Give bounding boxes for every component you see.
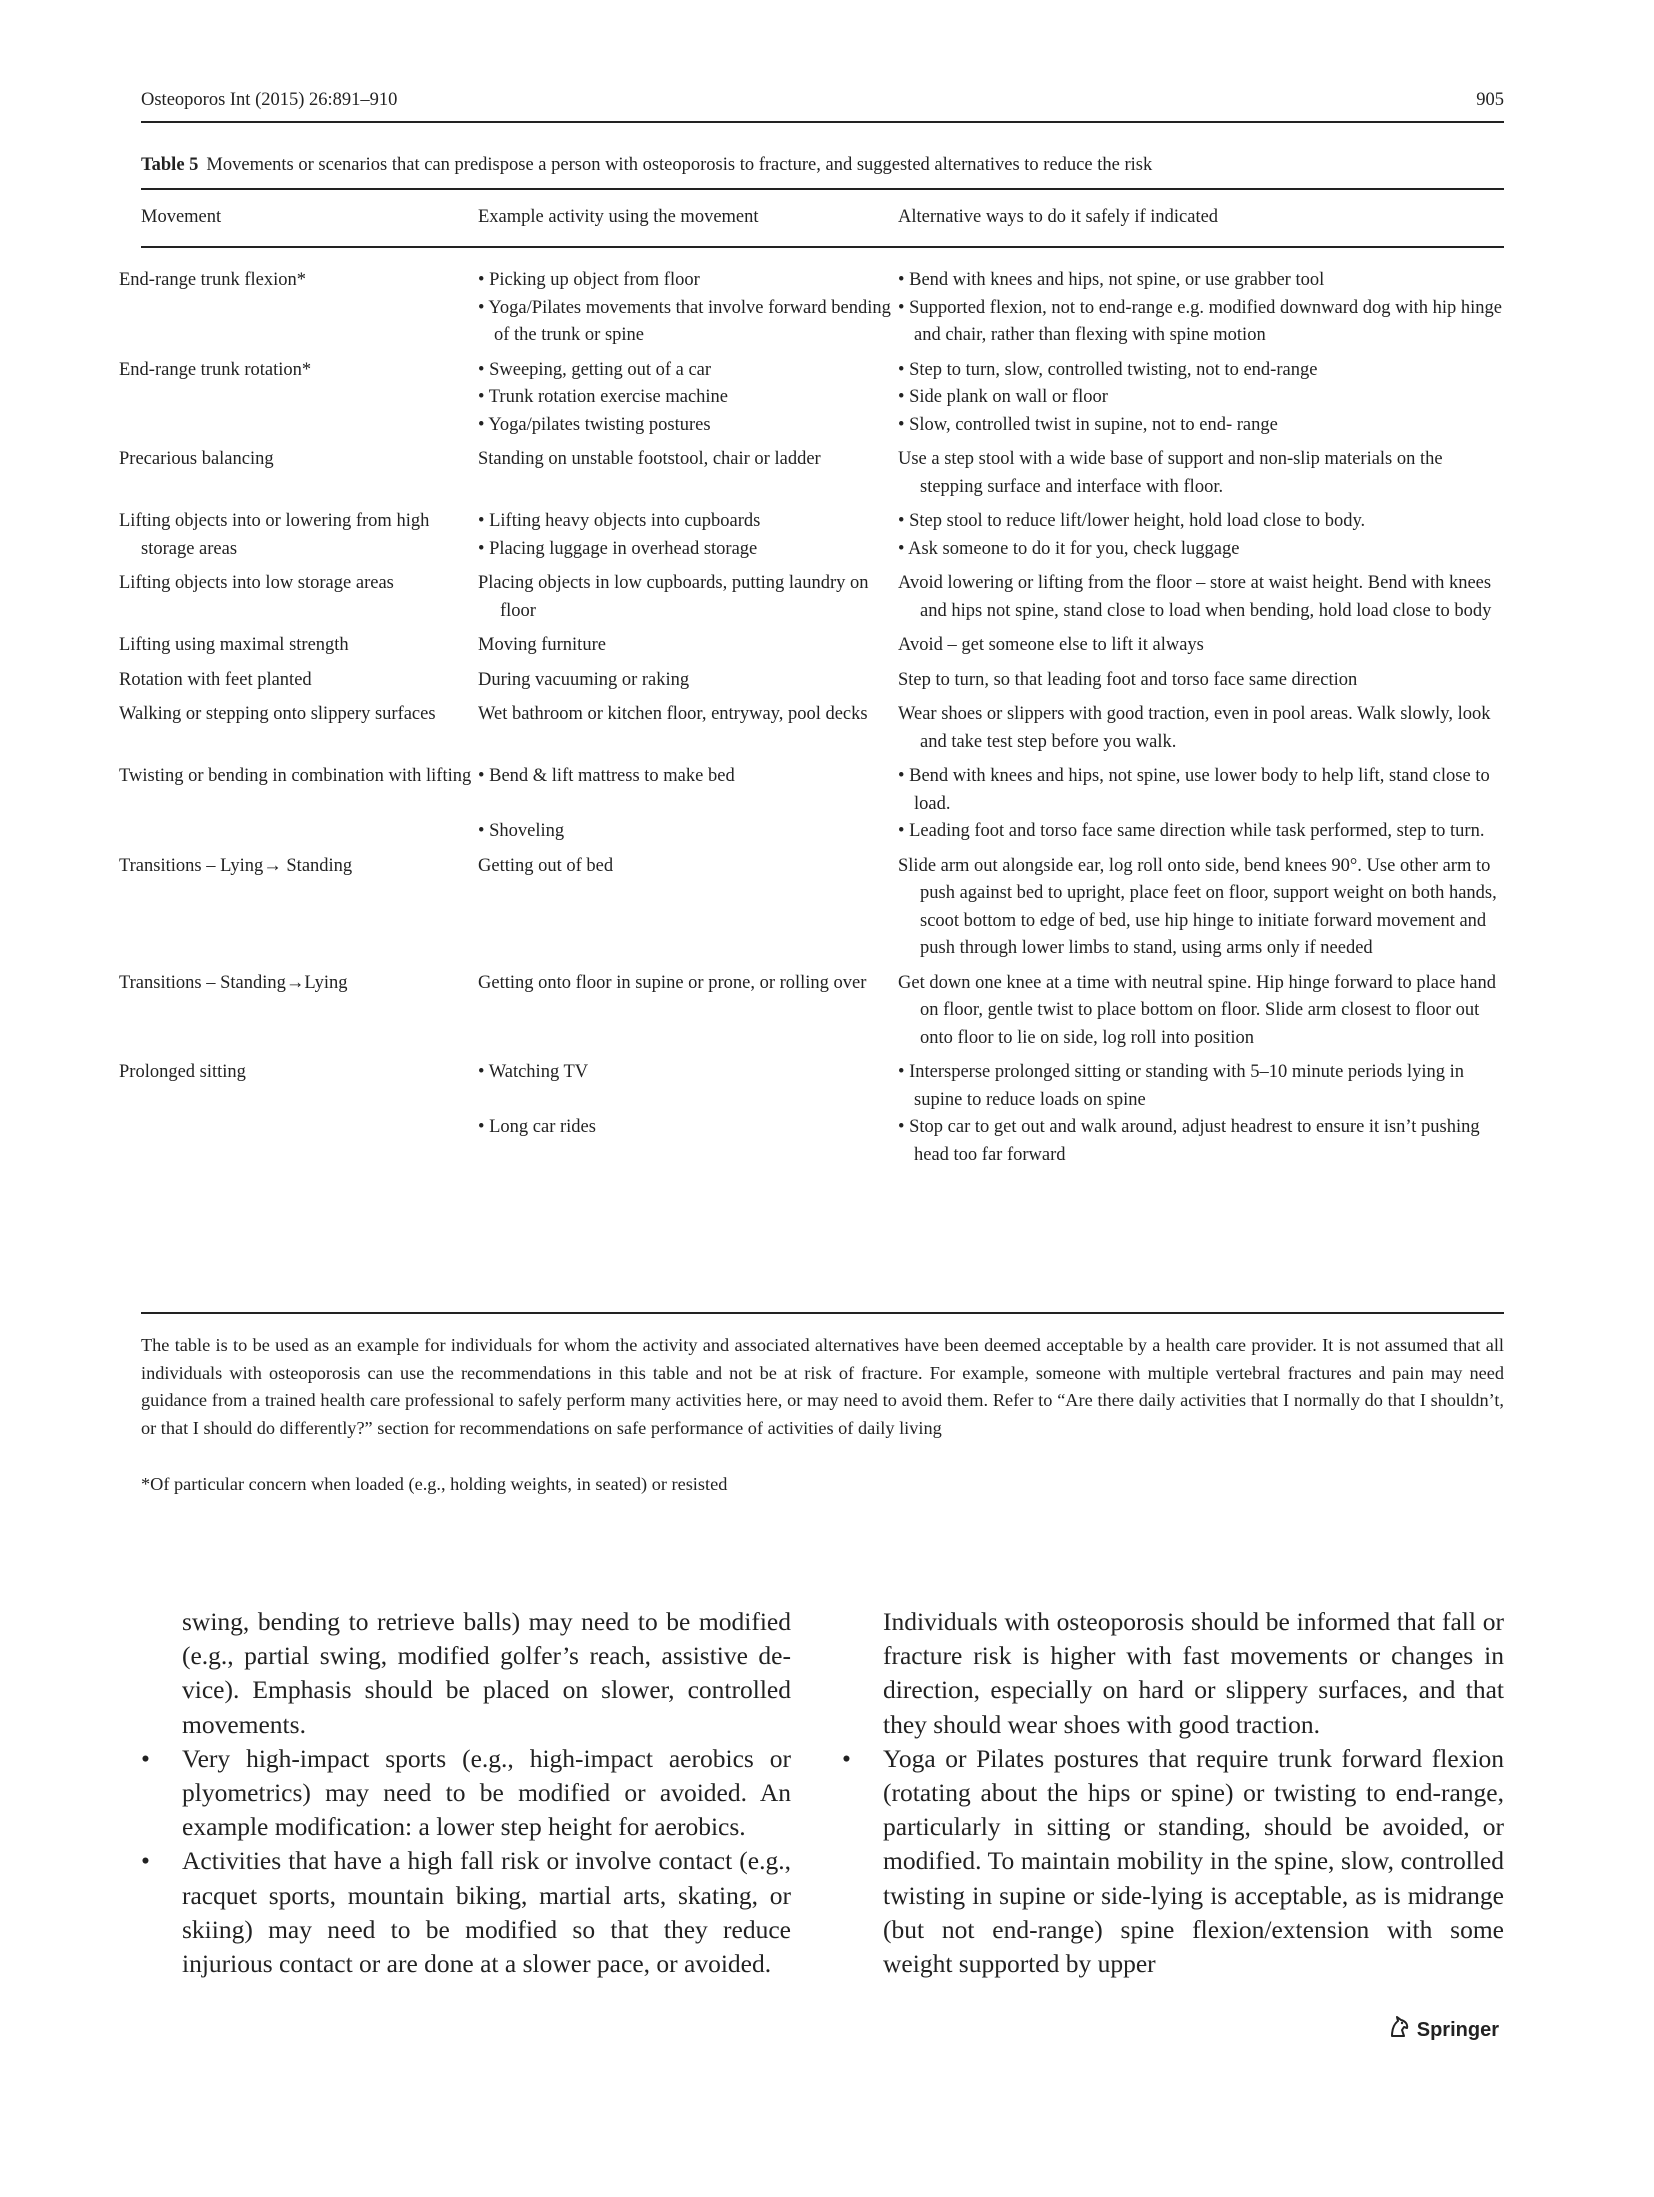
activity-item: • Picking up object from floor <box>478 270 700 290</box>
header-rule <box>141 121 1504 123</box>
movement-cell: Prolonged sitting <box>119 1062 246 1082</box>
journal-citation: Osteoporos Int (2015) 26:891–910 <box>141 90 398 110</box>
activity-item: • Watching TV <box>478 1062 589 1082</box>
activity-item: Getting out of bed <box>478 855 614 876</box>
activity-item: • Bend & lift mattress to make bed <box>478 766 735 786</box>
table-row <box>141 357 1504 447</box>
alternative-item: Get down one knee at a time with neutral spine. Hip hinge forward to place hand on floor, gentle twist to place bottom on floor. Slide arm closest to floor out onto floor to lie on side, log roll into position <box>898 972 1496 1048</box>
bullet-marker: • <box>141 1846 150 1876</box>
movement-cell: Walking or stepping onto slippery surfaces <box>119 704 436 724</box>
bullet-text: Activities that have a high fall risk or involve contact (e.g., racquet sports, mountain biking, martial arts, skating, or skiing) may need to be modified so that they reduce injurious contact or are done at a slower pace, or avoided. <box>182 1846 791 1979</box>
body-paragraph: Individuals with osteoporosis should be informed that fall or fracture risk is higher with fast movements or changes in direction, especially on hard or slippery surfaces, and that they should wear shoes with good traction. <box>883 1607 1504 1739</box>
alternative-item: • Bend with knees and hips, not spine, use lower body to help lift, stand close to load. <box>898 766 1490 814</box>
col-header-activity: Example activity using the movement <box>478 207 759 227</box>
table-row <box>141 632 1504 667</box>
alternative-item: • Bend with knees and hips, not spine, or use grabber tool <box>898 270 1325 290</box>
alternative-item: Slide arm out alongside ear, log roll onto side, bend knees 90°. Use other arm to push against bed to upright, place feet on floor, support weight on both hands, scoot bottom to edge of bed, use hip hinge to initiate forward movement and push through lower limbs to stand, using arms only if needed <box>898 855 1497 958</box>
movement-cell: Lifting objects into low storage areas <box>119 573 394 593</box>
alternative-item: Avoid lowering or lifting from the floor – store at waist height. Bend with knees and hips not spine, stand close to load when bending, hold load close to body <box>898 573 1492 621</box>
table-label: Table 5 <box>141 155 199 175</box>
body-column-left <box>141 1605 791 1981</box>
movement-cell: Transitions – Standing→Lying <box>119 972 348 993</box>
bullet-text: Yoga or Pilates postures that require trunk forward flexion (rotating about the hips or spine) or twisting to end-range, particularly in sitting or standing, should be avoided, or modified. To maintain mobility in the spine, slow, controlled twisting in supine or side-lying is acceptable, as is midrange (but not end-range) spine flexion/extension with some weight supported by upper <box>883 1743 1504 1979</box>
movement-cell: Transitions – Lying→ Standing <box>119 855 353 876</box>
activity-item: • Sweeping, getting out of a car <box>478 359 712 380</box>
alternative-item: • Slow, controlled twist in supine, not to end- range <box>898 414 1278 435</box>
publisher-logo <box>1387 2015 1499 2045</box>
alternative-item: Wear shoes or slippers with good traction, even in pool areas. Walk slowly, look and take test step before you walk. <box>898 704 1491 752</box>
col-header-alternative: Alternative ways to do it safely if indicated <box>898 207 1219 227</box>
running-header <box>141 90 1504 120</box>
publisher-name: Springer <box>1416 2018 1499 2041</box>
table-row <box>141 446 1504 508</box>
alternative-item: • Step to turn, slow, controlled twisting, not to end-range <box>898 359 1318 380</box>
movement-cell: Rotation with feet planted <box>119 669 312 690</box>
bullet-item <box>141 1844 791 1981</box>
activity-item: • Placing luggage in overhead storage <box>478 538 758 559</box>
activity-item: Standing on unstable footstool, chair or ladder <box>478 449 821 469</box>
activity-item: • Yoga/pilates twisting postures <box>478 414 711 435</box>
bullet-item <box>842 1742 1504 1981</box>
alternative-item: • Stop car to get out and walk around, adjust headrest to ensure it isn’t pushing head too far forward <box>898 1117 1480 1165</box>
activity-item: • Long car rides <box>478 1116 596 1137</box>
movement-cell: Precarious balancing <box>119 449 274 469</box>
table-row <box>141 701 1504 763</box>
movement-cell: End-range trunk rotation* <box>119 359 312 380</box>
table-row <box>141 763 1504 853</box>
bullet-text: Very high-impact sports (e.g., high-impact aerobics or plyometrics) may need to be modified or avoided. An example modification: a lower step height for aerobics. <box>182 1743 791 1842</box>
activity-item: • Yoga/Pilates movements that involve forward bending of the trunk or spine <box>478 297 891 345</box>
movement-cell: Lifting using maximal strength <box>119 635 349 655</box>
col-header-movement: Movement <box>141 207 222 227</box>
movement-cell: Lifting objects into or lowering from high storage areas <box>119 511 430 559</box>
alternative-item: • Ask someone to do it for you, check luggage <box>898 538 1240 559</box>
alternative-item: Step to turn, so that leading foot and torso face same direction <box>898 669 1358 690</box>
alternative-item: • Leading foot and torso face same direction while task performed, step to turn. <box>898 821 1485 841</box>
alternative-item: • Step stool to reduce lift/lower height, hold load close to body. <box>898 511 1366 531</box>
table-top-rule <box>141 188 1504 190</box>
movement-cell: Twisting or bending in combination with lifting <box>119 766 472 786</box>
activity-item: Getting onto floor in supine or prone, or rolling over <box>478 972 867 993</box>
bullet-marker: • <box>842 1743 851 1773</box>
table-row <box>141 1059 1504 1176</box>
alternative-item: • Supported flexion, not to end-range e.g. modified downward dog with hip hinge and chair, rather than flexing with spine motion <box>898 297 1503 345</box>
table-row <box>141 267 1504 357</box>
table-header-rule <box>141 246 1504 248</box>
alternative-item: • Side plank on wall or floor <box>898 387 1108 407</box>
movement-cell: End-range trunk flexion* <box>119 270 306 290</box>
table-row <box>141 853 1504 970</box>
activity-item: • Trunk rotation exercise machine <box>478 387 729 407</box>
body-paragraph: swing, bending to retrieve balls) may need to be modified (e.g., partial swing, modified golfer’s reach, assistive device). Emphasis should be placed on slower, controlled movements. <box>182 1607 791 1739</box>
bullet-item <box>141 1742 791 1845</box>
movement-table <box>119 267 1504 1176</box>
alternative-item: • Intersperse prolonged sitting or standing with 5–10 minute periods lying in supine to reduce loads on spine <box>898 1062 1465 1110</box>
table-caption-text: Movements or scenarios that can predispose a person with osteoporosis to fracture, and suggested alternatives to reduce the risk <box>206 155 1153 175</box>
table-row <box>141 570 1504 632</box>
activity-item: Moving furniture <box>478 635 606 655</box>
activity-item: Wet bathroom or kitchen floor, entryway, pool decks <box>478 704 868 724</box>
body-column-right <box>842 1605 1504 1981</box>
page-number: 905 <box>1476 90 1504 110</box>
table-row <box>141 970 1504 1060</box>
table-caption <box>141 155 1152 176</box>
asterisk-note: *Of particular concern when loaded (e.g., holding weights, in seated) or resisted <box>141 1474 728 1494</box>
alternative-item: Avoid – get someone else to lift it always <box>898 635 1204 655</box>
springer-horse-icon <box>1387 2015 1411 2045</box>
activity-item: • Shoveling <box>478 820 565 841</box>
table-row <box>141 667 1504 702</box>
activity-item: During vacuuming or raking <box>478 669 690 690</box>
bullet-marker: • <box>141 1743 150 1773</box>
table-bottom-rule <box>141 1312 1504 1314</box>
table-footnote: The table is to be used as an example for individuals for whom the activity and associated alternatives have been deemed acceptable by a health care provider. It is not assumed that all individuals with osteoporosis can use the recommendations in this table and not be at risk of fracture. For example, someone with multiple vertebral fractures and pain may need guidance from a trained health care professional to safely perform many activities here, or may need to avoid them. Refer to “Are there daily activities that I normally do that I shouldn’t, or that I should do differently?” section for recommendations on safe performance of activities of daily living <box>141 1335 1504 1438</box>
activity-item: Placing objects in low cupboards, putting laundry on floor <box>478 573 869 621</box>
activity-item: • Lifting heavy objects into cupboards <box>478 511 761 531</box>
table-row <box>141 508 1504 570</box>
alternative-item: Use a step stool with a wide base of support and non-slip materials on the stepping surface and interface with floor. <box>898 449 1443 497</box>
